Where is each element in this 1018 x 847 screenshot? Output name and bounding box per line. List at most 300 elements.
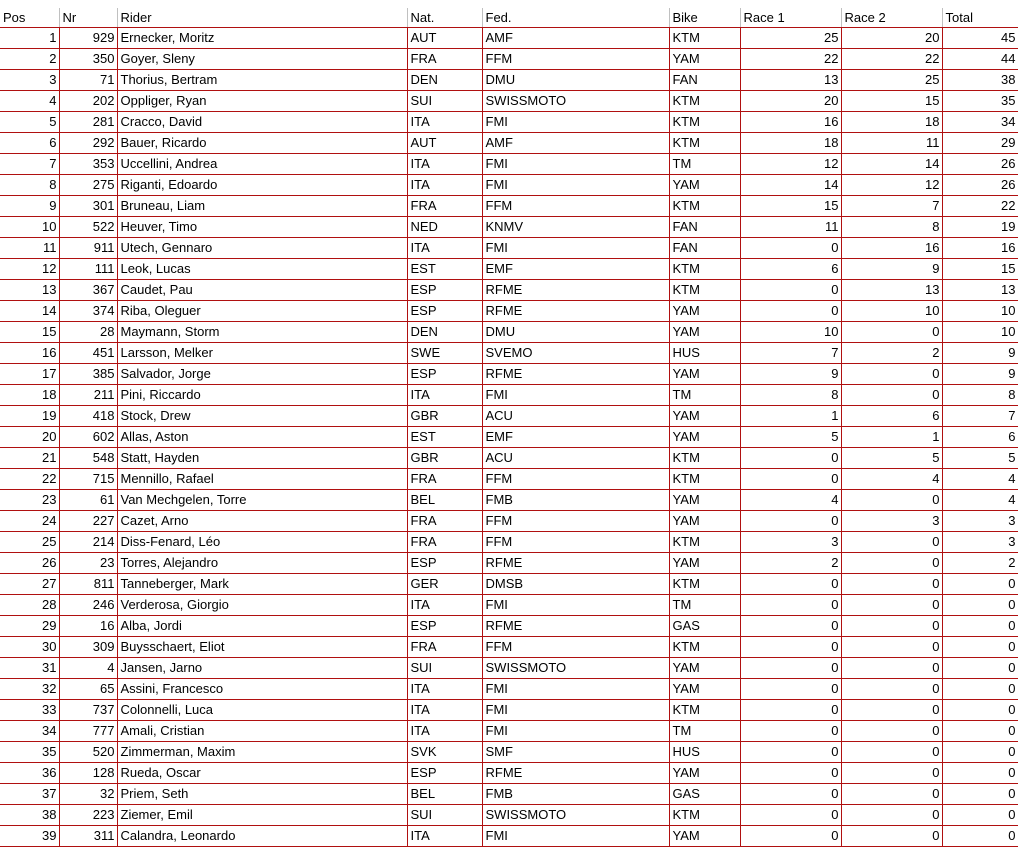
total-cell: 2 [942, 553, 1018, 574]
table-row [0, 805, 1018, 826]
nr-cell: 715 [59, 469, 117, 490]
rider-cell: Stock, Drew [117, 406, 407, 427]
fed-cell: FMI [482, 238, 669, 259]
race2-cell: 6 [841, 406, 942, 427]
pos-cell: 3 [0, 70, 59, 91]
rider-cell: Ernecker, Moritz [117, 28, 407, 49]
table-row [0, 511, 1018, 532]
total-cell: 0 [942, 826, 1018, 847]
bike-cell: YAM [669, 490, 740, 511]
rider-cell: Calandra, Leonardo [117, 826, 407, 847]
rider-cell: Ziemer, Emil [117, 805, 407, 826]
pos-cell: 36 [0, 763, 59, 784]
pos-cell: 26 [0, 553, 59, 574]
race2-cell: 4 [841, 469, 942, 490]
nat-cell: SUI [407, 91, 482, 112]
rider-cell: Caudet, Pau [117, 280, 407, 301]
total-cell: 6 [942, 427, 1018, 448]
race2-cell: 0 [841, 679, 942, 700]
race1-cell: 5 [740, 427, 841, 448]
race1-cell: 15 [740, 196, 841, 217]
fed-cell: RFME [482, 616, 669, 637]
pos-cell: 9 [0, 196, 59, 217]
rider-cell: Cazet, Arno [117, 511, 407, 532]
total-cell: 0 [942, 616, 1018, 637]
bike-cell: YAM [669, 49, 740, 70]
race1-cell: 0 [740, 826, 841, 847]
pos-cell: 39 [0, 826, 59, 847]
total-cell: 0 [942, 595, 1018, 616]
fed-cell: FFM [482, 511, 669, 532]
bike-cell: HUS [669, 742, 740, 763]
race1-cell: 0 [740, 721, 841, 742]
table-row [0, 133, 1018, 154]
pos-cell: 31 [0, 658, 59, 679]
col-header-rider: Rider [117, 8, 407, 28]
nr-cell: 202 [59, 91, 117, 112]
race2-cell: 0 [841, 658, 942, 679]
rider-cell: Salvador, Jorge [117, 364, 407, 385]
fed-cell: DMU [482, 70, 669, 91]
fed-cell: FMI [482, 700, 669, 721]
total-cell: 10 [942, 322, 1018, 343]
bike-cell: GAS [669, 784, 740, 805]
col-header-total: Total [942, 8, 1018, 28]
rider-cell: Priem, Seth [117, 784, 407, 805]
table-row [0, 91, 1018, 112]
total-cell: 5 [942, 448, 1018, 469]
fed-cell: FMI [482, 175, 669, 196]
race1-cell: 0 [740, 763, 841, 784]
nat-cell: SWE [407, 343, 482, 364]
race2-cell: 22 [841, 49, 942, 70]
bike-cell: YAM [669, 406, 740, 427]
race2-cell: 14 [841, 154, 942, 175]
nat-cell: BEL [407, 784, 482, 805]
nat-cell: EST [407, 259, 482, 280]
race2-cell: 0 [841, 826, 942, 847]
race1-cell: 0 [740, 511, 841, 532]
race1-cell: 4 [740, 490, 841, 511]
table-row [0, 553, 1018, 574]
results-table [0, 8, 1018, 847]
table-row [0, 175, 1018, 196]
bike-cell: YAM [669, 763, 740, 784]
nr-cell: 32 [59, 784, 117, 805]
col-header-race2: Race 2 [841, 8, 942, 28]
nr-cell: 353 [59, 154, 117, 175]
table-row [0, 826, 1018, 847]
fed-cell: FMI [482, 385, 669, 406]
race1-cell: 0 [740, 574, 841, 595]
total-cell: 0 [942, 574, 1018, 595]
race1-cell: 0 [740, 700, 841, 721]
bike-cell: KTM [669, 532, 740, 553]
pos-cell: 27 [0, 574, 59, 595]
table-row [0, 259, 1018, 280]
nat-cell: FRA [407, 511, 482, 532]
nr-cell: 214 [59, 532, 117, 553]
nat-cell: ESP [407, 301, 482, 322]
total-cell: 34 [942, 112, 1018, 133]
bike-cell: FAN [669, 238, 740, 259]
rider-cell: Pini, Riccardo [117, 385, 407, 406]
fed-cell: FFM [482, 637, 669, 658]
bike-cell: KTM [669, 91, 740, 112]
fed-cell: AMF [482, 28, 669, 49]
fed-cell: FMI [482, 679, 669, 700]
rider-cell: Leok, Lucas [117, 259, 407, 280]
race1-cell: 3 [740, 532, 841, 553]
table-row [0, 784, 1018, 805]
table-row [0, 322, 1018, 343]
fed-cell: RFME [482, 763, 669, 784]
total-cell: 0 [942, 700, 1018, 721]
table-row [0, 616, 1018, 637]
fed-cell: RFME [482, 553, 669, 574]
rider-cell: Colonnelli, Luca [117, 700, 407, 721]
nr-cell: 309 [59, 637, 117, 658]
race1-cell: 14 [740, 175, 841, 196]
total-cell: 35 [942, 91, 1018, 112]
rider-cell: Utech, Gennaro [117, 238, 407, 259]
pos-cell: 20 [0, 427, 59, 448]
pos-cell: 4 [0, 91, 59, 112]
rider-cell: Torres, Alejandro [117, 553, 407, 574]
fed-cell: RFME [482, 364, 669, 385]
bike-cell: YAM [669, 301, 740, 322]
fed-cell: FMI [482, 154, 669, 175]
pos-cell: 1 [0, 28, 59, 49]
nat-cell: ITA [407, 721, 482, 742]
rider-cell: Jansen, Jarno [117, 658, 407, 679]
race2-cell: 0 [841, 574, 942, 595]
bike-cell: FAN [669, 70, 740, 91]
race1-cell: 0 [740, 616, 841, 637]
nat-cell: NED [407, 217, 482, 238]
race2-cell: 0 [841, 490, 942, 511]
race2-cell: 18 [841, 112, 942, 133]
pos-cell: 17 [0, 364, 59, 385]
table-row [0, 196, 1018, 217]
total-cell: 0 [942, 658, 1018, 679]
nr-cell: 548 [59, 448, 117, 469]
bike-cell: FAN [669, 217, 740, 238]
table-row [0, 448, 1018, 469]
total-cell: 22 [942, 196, 1018, 217]
total-cell: 4 [942, 490, 1018, 511]
race1-cell: 22 [740, 49, 841, 70]
pos-cell: 16 [0, 343, 59, 364]
nr-cell: 4 [59, 658, 117, 679]
bike-cell: KTM [669, 112, 740, 133]
race1-cell: 0 [740, 238, 841, 259]
nr-cell: 65 [59, 679, 117, 700]
nr-cell: 385 [59, 364, 117, 385]
fed-cell: FMB [482, 784, 669, 805]
nr-cell: 301 [59, 196, 117, 217]
bike-cell: YAM [669, 679, 740, 700]
race2-cell: 20 [841, 28, 942, 49]
race2-cell: 7 [841, 196, 942, 217]
results-body [0, 28, 1018, 847]
table-row [0, 721, 1018, 742]
bike-cell: YAM [669, 511, 740, 532]
nr-cell: 418 [59, 406, 117, 427]
rider-cell: Mennillo, Rafael [117, 469, 407, 490]
race1-cell: 20 [740, 91, 841, 112]
nat-cell: FRA [407, 532, 482, 553]
total-cell: 9 [942, 364, 1018, 385]
rider-cell: Goyer, Sleny [117, 49, 407, 70]
bike-cell: KTM [669, 469, 740, 490]
pos-cell: 28 [0, 595, 59, 616]
race1-cell: 0 [740, 784, 841, 805]
fed-cell: FMI [482, 826, 669, 847]
total-cell: 26 [942, 154, 1018, 175]
rider-cell: Bauer, Ricardo [117, 133, 407, 154]
race2-cell: 2 [841, 343, 942, 364]
race2-cell: 25 [841, 70, 942, 91]
total-cell: 45 [942, 28, 1018, 49]
race2-cell: 5 [841, 448, 942, 469]
bike-cell: TM [669, 385, 740, 406]
race1-cell: 6 [740, 259, 841, 280]
total-cell: 0 [942, 763, 1018, 784]
pos-cell: 19 [0, 406, 59, 427]
race2-cell: 0 [841, 742, 942, 763]
nat-cell: ITA [407, 700, 482, 721]
table-row [0, 28, 1018, 49]
table-row [0, 154, 1018, 175]
fed-cell: DMSB [482, 574, 669, 595]
table-row [0, 490, 1018, 511]
race2-cell: 0 [841, 322, 942, 343]
bike-cell: YAM [669, 175, 740, 196]
pos-cell: 6 [0, 133, 59, 154]
total-cell: 19 [942, 217, 1018, 238]
nr-cell: 71 [59, 70, 117, 91]
bike-cell: TM [669, 595, 740, 616]
table-row [0, 742, 1018, 763]
nr-cell: 246 [59, 595, 117, 616]
race2-cell: 3 [841, 511, 942, 532]
fed-cell: FFM [482, 196, 669, 217]
race2-cell: 12 [841, 175, 942, 196]
nr-cell: 292 [59, 133, 117, 154]
bike-cell: GAS [669, 616, 740, 637]
bike-cell: KTM [669, 574, 740, 595]
fed-cell: SWISSMOTO [482, 658, 669, 679]
total-cell: 16 [942, 238, 1018, 259]
bike-cell: YAM [669, 553, 740, 574]
pos-cell: 7 [0, 154, 59, 175]
col-header-fed: Fed. [482, 8, 669, 28]
col-header-race1: Race 1 [740, 8, 841, 28]
nr-cell: 281 [59, 112, 117, 133]
rider-cell: Alba, Jordi [117, 616, 407, 637]
fed-cell: EMF [482, 427, 669, 448]
race1-cell: 9 [740, 364, 841, 385]
bike-cell: KTM [669, 259, 740, 280]
nr-cell: 522 [59, 217, 117, 238]
table-row [0, 427, 1018, 448]
race2-cell: 10 [841, 301, 942, 322]
nat-cell: ITA [407, 112, 482, 133]
fed-cell: RFME [482, 301, 669, 322]
nr-cell: 227 [59, 511, 117, 532]
col-header-pos: Pos [0, 8, 59, 28]
race2-cell: 8 [841, 217, 942, 238]
nr-cell: 16 [59, 616, 117, 637]
total-cell: 3 [942, 532, 1018, 553]
bike-cell: KTM [669, 805, 740, 826]
fed-cell: FMI [482, 721, 669, 742]
pos-cell: 32 [0, 679, 59, 700]
total-cell: 0 [942, 805, 1018, 826]
race1-cell: 0 [740, 679, 841, 700]
fed-cell: SWISSMOTO [482, 805, 669, 826]
pos-cell: 15 [0, 322, 59, 343]
fed-cell: FMB [482, 490, 669, 511]
nat-cell: FRA [407, 196, 482, 217]
pos-cell: 34 [0, 721, 59, 742]
fed-cell: KNMV [482, 217, 669, 238]
total-cell: 29 [942, 133, 1018, 154]
race1-cell: 18 [740, 133, 841, 154]
bike-cell: TM [669, 721, 740, 742]
total-cell: 0 [942, 721, 1018, 742]
total-cell: 38 [942, 70, 1018, 91]
nat-cell: FRA [407, 469, 482, 490]
fed-cell: FMI [482, 112, 669, 133]
fed-cell: SWISSMOTO [482, 91, 669, 112]
race2-cell: 0 [841, 616, 942, 637]
nr-cell: 811 [59, 574, 117, 595]
nr-cell: 451 [59, 343, 117, 364]
rider-cell: Uccellini, Andrea [117, 154, 407, 175]
race2-cell: 16 [841, 238, 942, 259]
nr-cell: 911 [59, 238, 117, 259]
bike-cell: YAM [669, 322, 740, 343]
bike-cell: TM [669, 154, 740, 175]
fed-cell: DMU [482, 322, 669, 343]
pos-cell: 10 [0, 217, 59, 238]
race1-cell: 8 [740, 385, 841, 406]
table-row [0, 469, 1018, 490]
nat-cell: ITA [407, 154, 482, 175]
table-row [0, 700, 1018, 721]
nat-cell: ITA [407, 385, 482, 406]
fed-cell: SMF [482, 742, 669, 763]
nr-cell: 28 [59, 322, 117, 343]
total-cell: 0 [942, 742, 1018, 763]
race2-cell: 1 [841, 427, 942, 448]
bike-cell: KTM [669, 448, 740, 469]
nr-cell: 367 [59, 280, 117, 301]
nat-cell: DEN [407, 322, 482, 343]
nat-cell: EST [407, 427, 482, 448]
table-row [0, 637, 1018, 658]
nat-cell: GBR [407, 448, 482, 469]
nr-cell: 211 [59, 385, 117, 406]
nat-cell: ITA [407, 679, 482, 700]
race1-cell: 16 [740, 112, 841, 133]
fed-cell: FFM [482, 532, 669, 553]
fed-cell: FFM [482, 49, 669, 70]
race1-cell: 10 [740, 322, 841, 343]
col-header-nr: Nr [59, 8, 117, 28]
bike-cell: YAM [669, 427, 740, 448]
table-row [0, 301, 1018, 322]
bike-cell: YAM [669, 826, 740, 847]
pos-cell: 30 [0, 637, 59, 658]
pos-cell: 38 [0, 805, 59, 826]
race2-cell: 0 [841, 364, 942, 385]
pos-cell: 8 [0, 175, 59, 196]
nat-cell: ITA [407, 175, 482, 196]
race2-cell: 0 [841, 700, 942, 721]
race1-cell: 0 [740, 595, 841, 616]
nr-cell: 350 [59, 49, 117, 70]
race1-cell: 0 [740, 742, 841, 763]
table-row [0, 280, 1018, 301]
bike-cell: KTM [669, 196, 740, 217]
col-header-nat: Nat. [407, 8, 482, 28]
rider-cell: Oppliger, Ryan [117, 91, 407, 112]
race1-cell: 7 [740, 343, 841, 364]
table-row [0, 238, 1018, 259]
race1-cell: 25 [740, 28, 841, 49]
pos-cell: 2 [0, 49, 59, 70]
nr-cell: 311 [59, 826, 117, 847]
nr-cell: 602 [59, 427, 117, 448]
total-cell: 4 [942, 469, 1018, 490]
nat-cell: GER [407, 574, 482, 595]
bike-cell: KTM [669, 280, 740, 301]
nr-cell: 128 [59, 763, 117, 784]
bike-cell: KTM [669, 133, 740, 154]
pos-cell: 25 [0, 532, 59, 553]
nr-cell: 111 [59, 259, 117, 280]
race2-cell: 15 [841, 91, 942, 112]
rider-cell: Maymann, Storm [117, 322, 407, 343]
nat-cell: ITA [407, 826, 482, 847]
pos-cell: 35 [0, 742, 59, 763]
fed-cell: ACU [482, 448, 669, 469]
nat-cell: AUT [407, 133, 482, 154]
nat-cell: ITA [407, 238, 482, 259]
rider-cell: Riganti, Edoardo [117, 175, 407, 196]
rider-cell: Verderosa, Giorgio [117, 595, 407, 616]
nr-cell: 374 [59, 301, 117, 322]
race2-cell: 11 [841, 133, 942, 154]
rider-cell: Thorius, Bertram [117, 70, 407, 91]
race2-cell: 0 [841, 805, 942, 826]
pos-cell: 29 [0, 616, 59, 637]
table-row [0, 343, 1018, 364]
rider-cell: Diss-Fenard, Léo [117, 532, 407, 553]
rider-cell: Zimmerman, Maxim [117, 742, 407, 763]
nr-cell: 223 [59, 805, 117, 826]
pos-cell: 22 [0, 469, 59, 490]
race2-cell: 0 [841, 385, 942, 406]
table-row [0, 406, 1018, 427]
nr-cell: 275 [59, 175, 117, 196]
race1-cell: 0 [740, 301, 841, 322]
bike-cell: KTM [669, 637, 740, 658]
bike-cell: HUS [669, 343, 740, 364]
